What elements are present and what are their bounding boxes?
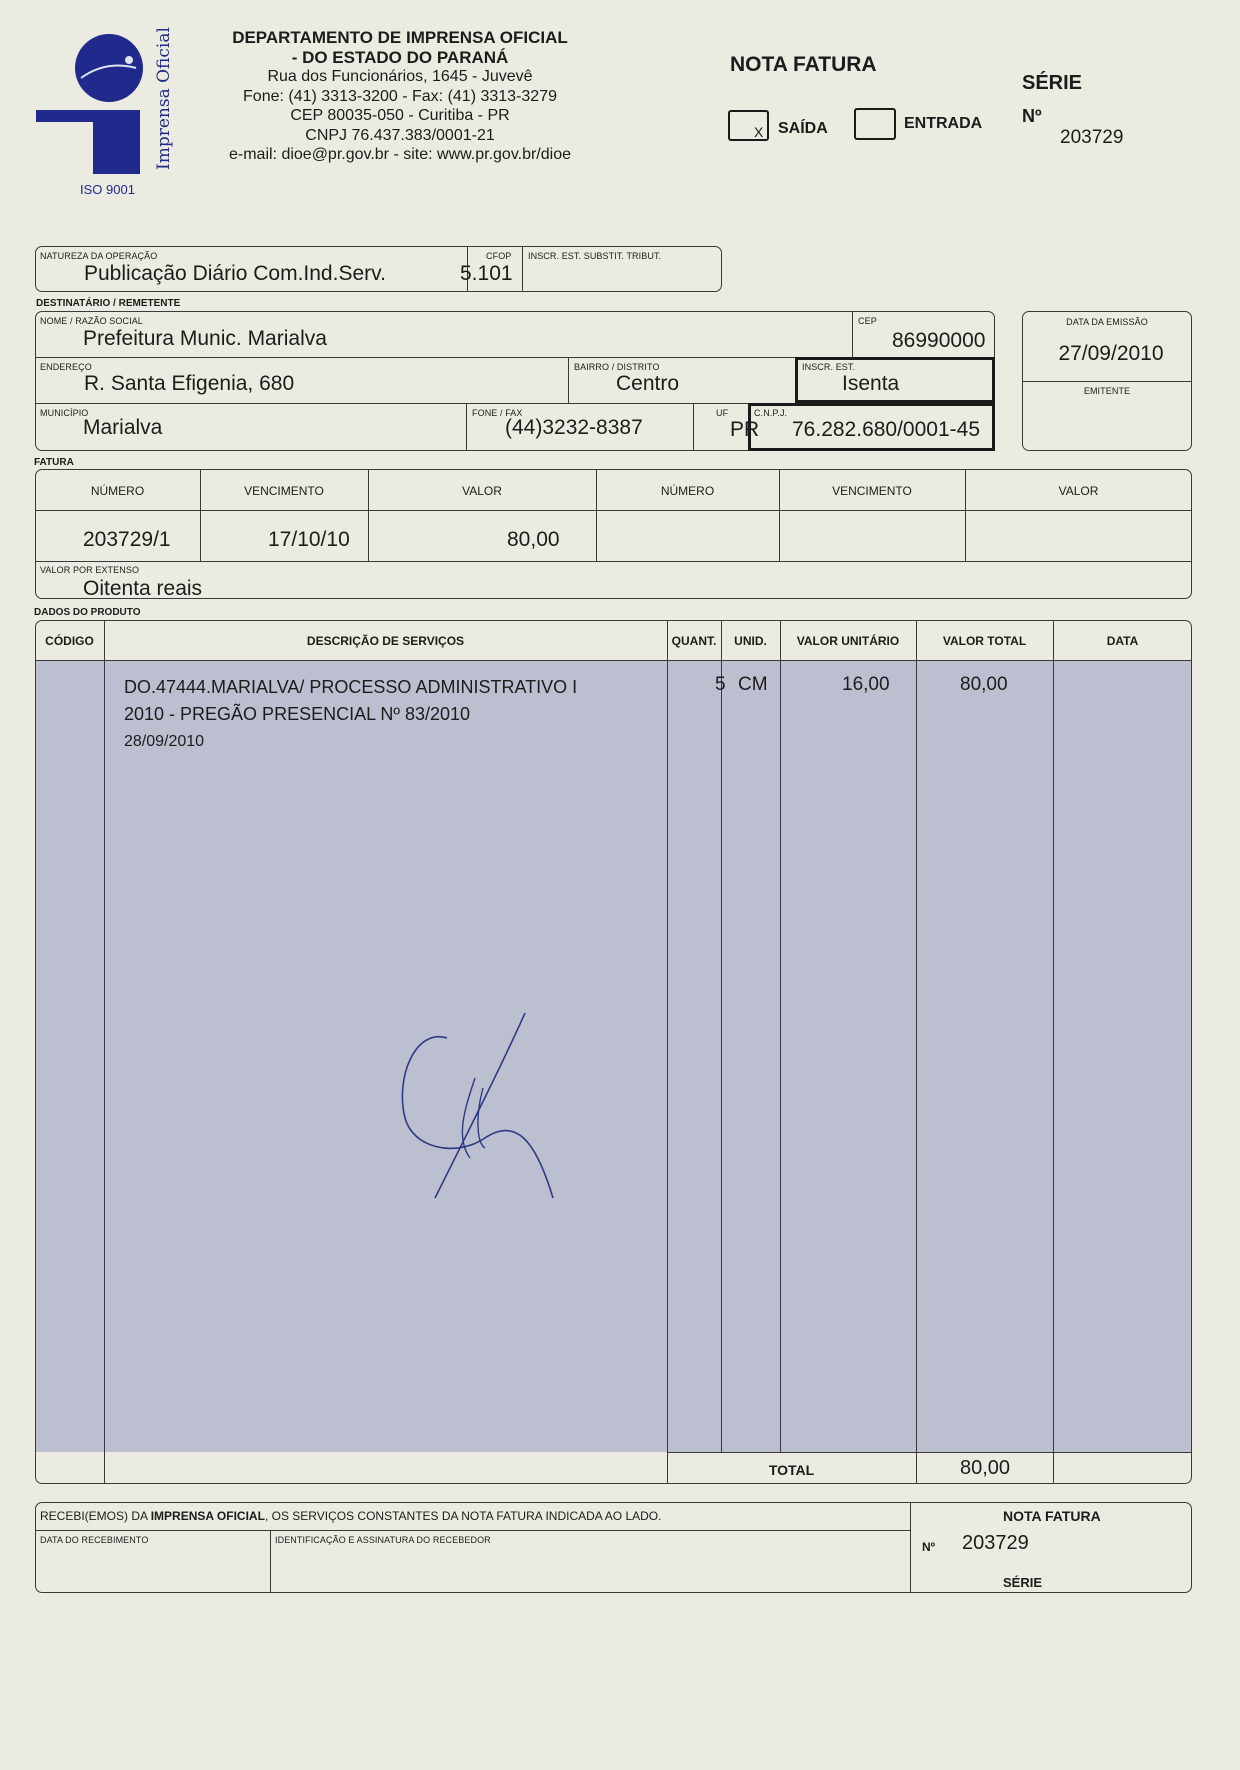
divider bbox=[852, 311, 853, 357]
item-description-line3: 28/09/2010 bbox=[124, 733, 205, 750]
divider bbox=[910, 1502, 911, 1593]
municipio-value: Marialva bbox=[83, 416, 163, 439]
receipt-number-label: Nº bbox=[922, 1540, 936, 1554]
codigo-header: CÓDIGO bbox=[45, 634, 94, 648]
saida-label: SAÍDA bbox=[778, 120, 828, 137]
item-total: 80,00 bbox=[960, 674, 1008, 695]
issuer-cep: CEP 80035-050 - Curitiba - PR bbox=[290, 107, 510, 124]
receipt-number: 203729 bbox=[962, 1532, 1029, 1554]
divider bbox=[779, 469, 780, 561]
emissao-label: DATA DA EMISSÃO bbox=[1066, 317, 1148, 327]
divider bbox=[721, 620, 722, 1452]
divider bbox=[35, 561, 1192, 562]
entrada-label: ENTRADA bbox=[904, 115, 983, 132]
issuer-contact: e-mail: dioe@pr.gov.br - site: www.pr.gov.br/dioe bbox=[228, 146, 571, 163]
saida-checkbox[interactable] bbox=[728, 110, 769, 141]
unitario-header: VALOR UNITÁRIO bbox=[796, 634, 900, 648]
divider bbox=[667, 620, 668, 1484]
issuer-logo bbox=[36, 20, 176, 200]
divider bbox=[200, 469, 201, 561]
inscr-est-label: INSCR. EST. bbox=[802, 362, 856, 372]
issuer-phone: Fone: (41) 3313-3200 - Fax: (41) 3313-3279 bbox=[243, 87, 557, 105]
uf-label: UF bbox=[716, 408, 729, 418]
divider bbox=[270, 1530, 271, 1593]
divider bbox=[35, 510, 1192, 511]
cep-value: 86990000 bbox=[892, 329, 986, 352]
total-label: TOTAL bbox=[768, 1462, 815, 1478]
item-description bbox=[124, 674, 577, 755]
issuer-name-line1: DEPARTAMENTO DE IMPRENSA OFICIAL bbox=[232, 28, 568, 47]
fone-value: (44)3232-8387 bbox=[505, 416, 643, 439]
cfop-label: CFOP bbox=[486, 251, 512, 261]
item-description-line2: 2010 - PREGÃO PRESENCIAL Nº 83/2010 bbox=[124, 704, 471, 724]
fatura-vencimento-value: 17/10/10 bbox=[268, 528, 350, 551]
divider bbox=[466, 403, 467, 451]
municipio-label: MUNICÍPIO bbox=[40, 408, 89, 418]
divider bbox=[522, 246, 523, 292]
quant-header: QUANT. bbox=[671, 634, 717, 648]
cfop-value: 5.101 bbox=[460, 262, 513, 285]
entrada-checkbox[interactable] bbox=[854, 108, 896, 140]
emitente-label: EMITENTE bbox=[1083, 386, 1131, 396]
cnpj-value: 76.282.680/0001-45 bbox=[792, 418, 981, 441]
item-description-line1: DO.47444.MARIALVA/ PROCESSO ADMINISTRATIVO I bbox=[124, 677, 578, 697]
address-value: R. Santa Efigenia, 680 bbox=[84, 372, 295, 395]
receipt-ident-label: IDENTIFICAÇÃO E ASSINATURA DO RECEBEDOR bbox=[275, 1535, 491, 1545]
signature-icon bbox=[395, 1008, 565, 1208]
divider bbox=[596, 469, 597, 561]
fatura-vencimento-header-2: VENCIMENTO bbox=[832, 484, 912, 498]
logo-vertical-text: Imprensa Oficial bbox=[154, 27, 174, 170]
inscr-subst-label: INSCR. EST. SUBSTIT. TRIBUT. bbox=[528, 251, 662, 261]
receipt-statement-bold: IMPRENSA OFICIAL bbox=[150, 1509, 265, 1523]
produto-section-label: DADOS DO PRODUTO bbox=[34, 607, 141, 618]
document-title: NOTA FATURA bbox=[730, 53, 877, 76]
bairro-label: BAIRRO / DISTRITO bbox=[574, 362, 660, 372]
unid-header: UNID. bbox=[734, 634, 767, 648]
receipt-serie-label: SÉRIE bbox=[1003, 1575, 1043, 1590]
receipt-statement-prefix: RECEBI(EMOS) DA bbox=[40, 1509, 148, 1523]
fatura-vencimento-header: VENCIMENTO bbox=[244, 484, 324, 498]
fatura-valor-value: 80,00 bbox=[507, 528, 560, 551]
divider bbox=[1053, 620, 1054, 1484]
cep-label: CEP bbox=[858, 316, 877, 326]
natureza-value: Publicação Diário Com.Ind.Serv. bbox=[84, 262, 386, 285]
issuer-name-line2: - DO ESTADO DO PARANÁ bbox=[291, 47, 509, 67]
document-number: 203729 bbox=[1060, 127, 1124, 148]
fatura-numero-header-2: NÚMERO bbox=[660, 484, 715, 498]
descricao-header: DESCRIÇÃO DE SERVIÇOS bbox=[306, 634, 465, 648]
receipt-date-label: DATA DO RECEBIMENTO bbox=[40, 1535, 149, 1545]
fatura-section-label: FATURA bbox=[34, 457, 74, 468]
recipient-section-label: DESTINATÁRIO / REMETENTE bbox=[36, 298, 181, 309]
iso-label: ISO 9001 bbox=[80, 182, 135, 197]
total-header: VALOR TOTAL bbox=[942, 634, 1027, 648]
fatura-numero-value: 203729/1 bbox=[83, 528, 171, 551]
item-unid: CM bbox=[738, 674, 768, 695]
divider bbox=[965, 469, 966, 561]
name-label: NOME / RAZÃO SOCIAL bbox=[40, 316, 143, 326]
issuer-address: Rua dos Funcionários, 1645 - Juvevê bbox=[267, 68, 533, 85]
issuer-block bbox=[195, 28, 605, 165]
issuer-cnpj: CNPJ 76.437.383/0001-21 bbox=[305, 126, 495, 144]
divider bbox=[104, 620, 105, 1484]
serie-label: SÉRIE bbox=[1022, 72, 1083, 94]
fone-label: FONE / FAX bbox=[472, 408, 523, 418]
divider bbox=[35, 660, 1192, 661]
cnpj-label: C.N.P.J. bbox=[754, 408, 788, 418]
divider bbox=[1022, 381, 1192, 382]
saida-check-mark: X bbox=[754, 124, 764, 140]
item-unitario: 16,00 bbox=[842, 674, 890, 695]
data-header: DATA bbox=[1106, 634, 1139, 648]
divider bbox=[667, 1452, 1192, 1453]
document-number-label: Nº bbox=[1022, 106, 1042, 126]
uf-value: PR bbox=[730, 418, 760, 441]
divider bbox=[780, 620, 781, 1452]
extenso-value: Oitenta reais bbox=[83, 577, 203, 600]
bairro-value: Centro bbox=[616, 372, 680, 395]
fatura-valor-header: VALOR bbox=[462, 484, 502, 498]
emissao-value: 27/09/2010 bbox=[1058, 342, 1164, 365]
name-value: Prefeitura Munic. Marialva bbox=[83, 327, 327, 350]
total-value: 80,00 bbox=[960, 1457, 1011, 1479]
item-quant: 5 bbox=[715, 674, 726, 695]
divider bbox=[693, 403, 694, 451]
address-label: ENDEREÇO bbox=[40, 362, 92, 372]
divider bbox=[916, 620, 917, 1484]
extenso-label: VALOR POR EXTENSO bbox=[40, 565, 140, 575]
receipt-title: NOTA FATURA bbox=[1003, 1508, 1101, 1524]
receipt-statement-suffix: , OS SERVIÇOS CONSTANTES DA NOTA FATURA INDICADA AO LADO. bbox=[264, 1509, 662, 1523]
divider bbox=[35, 1530, 910, 1531]
receipt-statement bbox=[40, 1509, 661, 1523]
fatura-valor-header-2: VALOR bbox=[1058, 484, 1099, 498]
divider bbox=[568, 357, 569, 403]
divider bbox=[368, 469, 369, 561]
inscr-est-value: Isenta bbox=[842, 372, 900, 395]
natureza-label: NATUREZA DA OPERAÇÃO bbox=[40, 251, 158, 261]
fatura-numero-header: NÚMERO bbox=[90, 484, 145, 498]
